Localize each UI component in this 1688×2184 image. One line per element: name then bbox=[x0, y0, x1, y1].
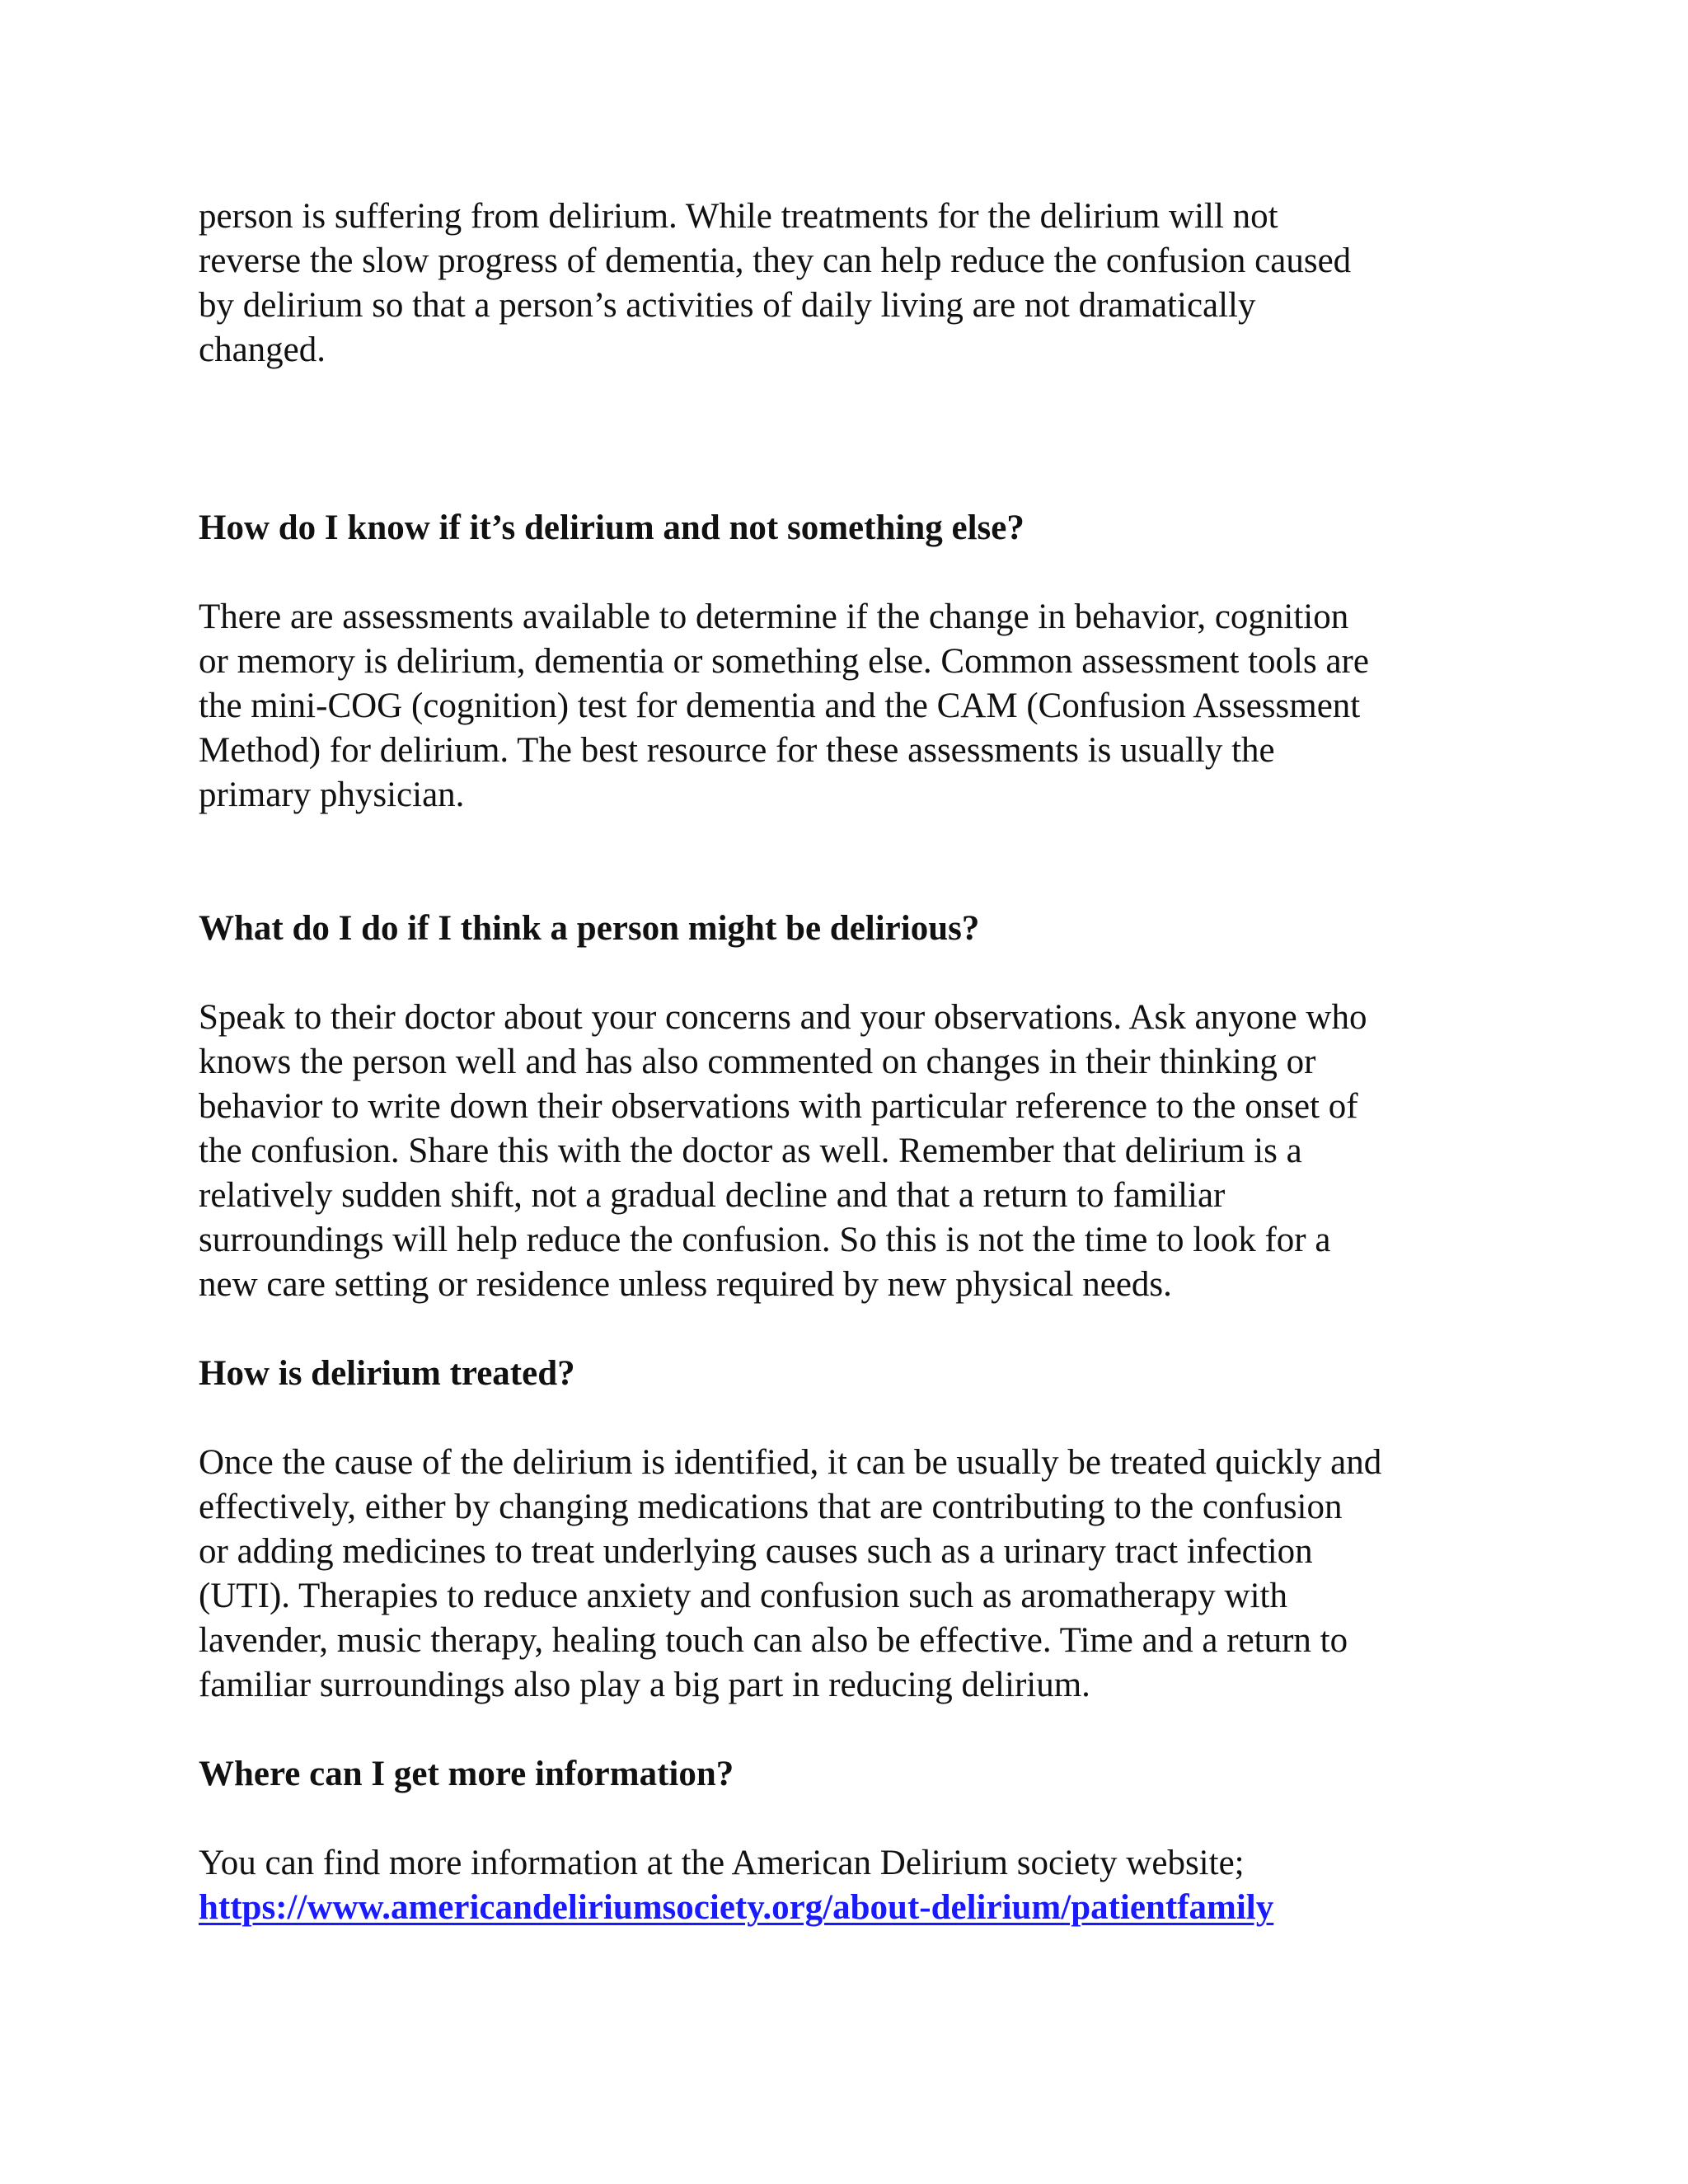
section-paragraph-treatment bbox=[199, 1441, 1484, 1708]
paragraph-line: or adding medicines to treat underlying causes such as a urinary tract infection bbox=[199, 1532, 1313, 1571]
paragraph-line: knows the person well and has also commented on changes in their thinking or bbox=[199, 1043, 1316, 1081]
paragraph-line: behavior to write down their observations with particular reference to the onset of bbox=[199, 1087, 1358, 1126]
spacer bbox=[199, 1708, 1484, 1752]
section-heading-know-delirium: How do I know if it’s delirium and not something else? bbox=[199, 509, 1025, 547]
section-heading-treatment: How is delirium treated? bbox=[199, 1354, 575, 1393]
paragraph-line: Speak to their doctor about your concerns and your observations. Ask anyone who bbox=[199, 998, 1367, 1037]
spacer bbox=[199, 1307, 1484, 1352]
paragraph-line: familiar surroundings also play a big part in reducing delirium. bbox=[199, 1666, 1090, 1704]
section-paragraph-more-info bbox=[199, 1841, 1484, 1930]
paragraph-line: You can find more information at the American Delirium society website; bbox=[199, 1844, 1245, 1882]
paragraph-line: the mini-COG (cognition) test for dementia and the CAM (Confusion Assessment bbox=[199, 687, 1361, 725]
section-heading-more-info: Where can I get more information? bbox=[199, 1755, 734, 1793]
spacer bbox=[199, 951, 1484, 996]
paragraph-line: effectively, either by changing medications that are contributing to the confusion bbox=[199, 1488, 1343, 1526]
paragraph-line: primary physician. bbox=[199, 776, 465, 814]
intro-line: reverse the slow progress of dementia, they can help reduce the confusion caused bbox=[199, 241, 1352, 280]
paragraph-line: the confusion. Share this with the doctor as well. Remember that delirium is a bbox=[199, 1132, 1302, 1170]
intro-paragraph bbox=[199, 194, 1484, 373]
intro-line: person is suffering from delirium. While treatments for the delirium will not bbox=[199, 197, 1278, 236]
spacer bbox=[199, 1396, 1484, 1441]
paragraph-line: or memory is delirium, dementia or something else. Common assessment tools are bbox=[199, 642, 1369, 681]
section-paragraph-what-to-do bbox=[199, 996, 1484, 1307]
paragraph-line: Once the cause of the delirium is identified, it can be usually be treated quickly and bbox=[199, 1443, 1382, 1482]
section-heading-what-to-do: What do I do if I think a person might be delirious? bbox=[199, 909, 980, 948]
spacer bbox=[199, 373, 1484, 506]
american-delirium-society-link[interactable]: https://www.americandeliriumsociety.org/about-delirium/patientfamily bbox=[199, 1888, 1274, 1927]
spacer bbox=[199, 1797, 1484, 1841]
spacer bbox=[199, 551, 1484, 595]
document-body bbox=[199, 194, 1484, 1930]
intro-line: changed. bbox=[199, 330, 326, 369]
intro-line: by delirium so that a person’s activities of daily living are not dramatically bbox=[199, 286, 1256, 325]
paragraph-line: Method) for delirium. The best resource for these assessments is usually the bbox=[199, 731, 1275, 770]
spacer bbox=[199, 818, 1484, 907]
paragraph-line: relatively sudden shift, not a gradual decline and that a return to familiar bbox=[199, 1176, 1226, 1215]
paragraph-line: There are assessments available to determine if the change in behavior, cognition bbox=[199, 598, 1349, 636]
paragraph-line: surroundings will help reduce the confusion. So this is not the time to look for a bbox=[199, 1221, 1331, 1259]
paragraph-line: lavender, music therapy, healing touch can also be effective. Time and a return to bbox=[199, 1621, 1348, 1660]
paragraph-line: new care setting or residence unless required by new physical needs. bbox=[199, 1265, 1172, 1304]
section-paragraph-know-delirium bbox=[199, 595, 1484, 818]
link-line bbox=[199, 1886, 1484, 1930]
paragraph-line: (UTI). Therapies to reduce anxiety and confusion such as aromatherapy with bbox=[199, 1577, 1287, 1615]
